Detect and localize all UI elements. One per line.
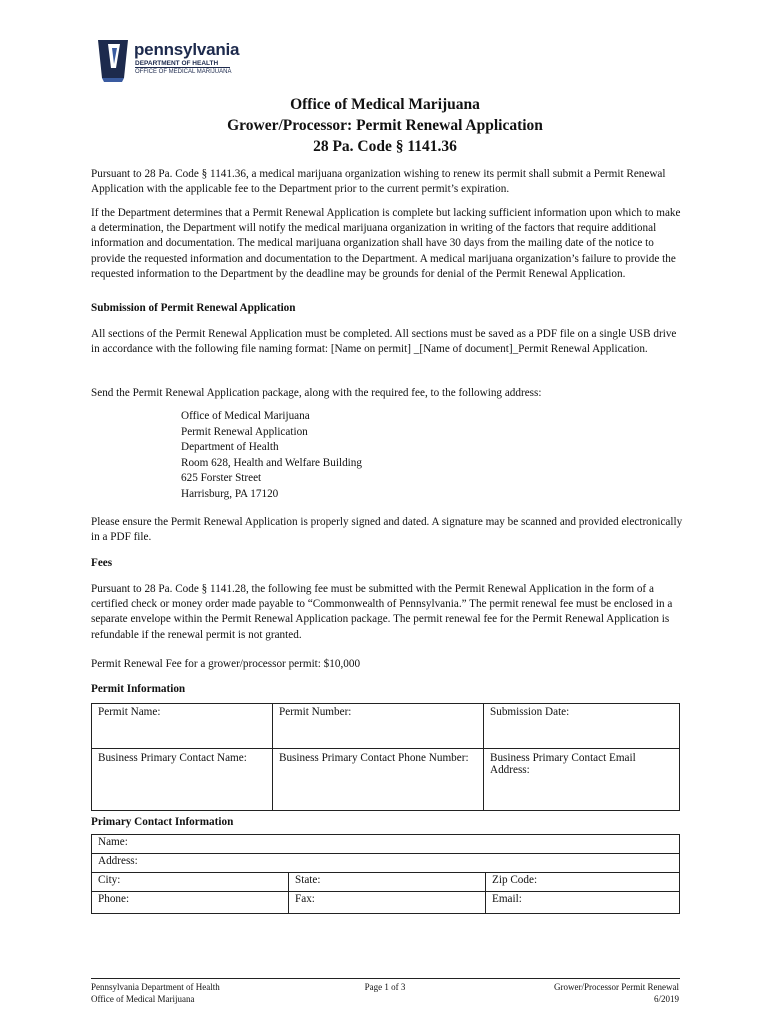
footer-revision-date: 6/2019	[653, 994, 679, 1004]
contact-info-table	[91, 834, 680, 914]
footer-office: Office of Medical Marijuana	[91, 994, 195, 1004]
city-field[interactable]: City:	[92, 873, 289, 892]
permit-name-field[interactable]: Permit Name:	[92, 704, 273, 749]
page-number: Page 1 of 3	[364, 982, 406, 992]
keystone-logo-icon	[94, 38, 134, 82]
fee-amount: Permit Renewal Fee for a grower/processor permit: $10,000	[91, 658, 361, 670]
contact-name-field[interactable]: Business Primary Contact Name:	[92, 749, 273, 811]
address-field[interactable]: Address:	[92, 854, 680, 873]
fees-paragraph: Pursuant to 28 Pa. Code § 1141.28, the following fee must be submitted with the Permit Renewal Application in the form of a certified check or money order made payable to “Commonwealth of Pennsylvania.” The permit renewal fee must be enclosed in a separate envelope within the Permit Renewal Application package. The permit renewal fee for the Permit Renewal Application is refundable if the renewal permit is not granted.	[91, 583, 673, 641]
logo-office: OFFICE OF MEDICAL MARIJUANA	[135, 69, 232, 75]
document-title-code: 28 Pa. Code § 1141.36	[313, 138, 457, 155]
signature-paragraph: Please ensure the Permit Renewal Application is properly signed and dated. A signature may be scanned and provided electronically in a PDF file.	[91, 516, 683, 544]
submission-date-field[interactable]: Submission Date:	[484, 704, 680, 749]
mailing-address	[181, 409, 362, 503]
state-field[interactable]: State:	[289, 873, 486, 892]
footer-left	[91, 981, 220, 1005]
phone-field[interactable]: Phone:	[92, 892, 289, 914]
logo-department: DEPARTMENT OF HEALTH	[135, 60, 219, 67]
zip-field[interactable]: Zip Code:	[486, 873, 680, 892]
permit-number-field[interactable]: Permit Number:	[273, 704, 484, 749]
contact-phone-field[interactable]: Business Primary Contact Phone Number:	[273, 749, 484, 811]
submission-heading: Submission of Permit Renewal Application	[91, 302, 296, 314]
pa-health-logo	[94, 38, 294, 82]
footer-department: Pennsylvania Department of Health	[91, 982, 220, 992]
contact-email-field[interactable]: Business Primary Contact Email Address:	[484, 749, 680, 811]
send-paragraph: Send the Permit Renewal Application package, along with the required fee, to the following address:	[91, 387, 542, 399]
email-field[interactable]: Email:	[486, 892, 680, 914]
name-field[interactable]: Name:	[92, 835, 680, 854]
permit-info-heading: Permit Information	[91, 683, 186, 695]
sections-paragraph: All sections of the Permit Renewal Application must be completed. All sections must be saved as a PDF file on a single USB drive in accordance with the following file naming format: [Name on permit] _[Name of document]_Permit Renewal Application.	[91, 328, 677, 356]
address-line: Office of Medical Marijuana	[181, 410, 310, 422]
footer-form-title: Grower/Processor Permit Renewal	[554, 982, 679, 992]
address-line: Permit Renewal Application	[181, 425, 308, 438]
address-line: 625 Forster Street	[181, 472, 262, 485]
logo-state-name: pennsylvania	[134, 40, 240, 59]
determination-paragraph: If the Department determines that a Permit Renewal Application is complete but lacking sufficient information upon which to make a determination, the Department will notify the medical marijuana organization in writing of the factors that require additional information and documentation. The medical marijuana organization shall have 30 days from the mailing date of the notice to provide the requested information and documentation to the Department. A medical marijuana organization’s failure to provide the requested information to the Department by the deadline may be grounds for denial of the Permit Renewal Application.	[91, 207, 681, 280]
address-line: Harrisburg, PA 17120	[181, 487, 279, 500]
permit-info-table	[91, 703, 680, 811]
address-line: Department of Health	[181, 441, 279, 454]
contact-info-heading: Primary Contact Information	[91, 816, 234, 828]
fees-heading: Fees	[91, 557, 113, 569]
intro-paragraph: Pursuant to 28 Pa. Code § 1141.36, a medical marijuana organization wishing to renew its permit shall submit a Permit Renewal Application with the applicable fee to the Department prior to the current permit’s expiration.	[91, 168, 666, 196]
fax-field[interactable]: Fax:	[289, 892, 486, 914]
address-line: Room 628, Health and Welfare Building	[181, 456, 362, 469]
document-title-office: Office of Medical Marijuana	[290, 96, 480, 113]
logo-divider	[135, 67, 230, 68]
document-title-application: Grower/Processor: Permit Renewal Application	[227, 117, 543, 134]
footer-divider	[91, 978, 680, 979]
footer-right	[554, 981, 679, 1005]
